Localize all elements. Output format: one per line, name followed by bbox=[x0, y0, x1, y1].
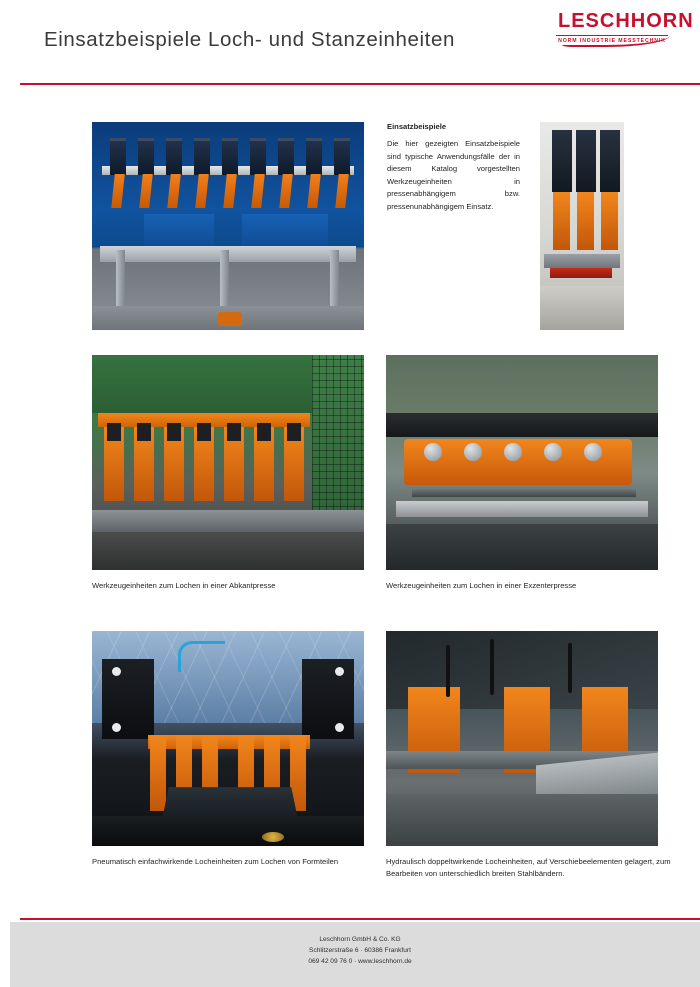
figure-floor bbox=[386, 524, 658, 570]
figure-hydraulic-hose bbox=[568, 643, 572, 693]
figure-unit-cap bbox=[137, 423, 151, 441]
figure-steel-strip bbox=[412, 489, 636, 497]
figure-tool-unit bbox=[576, 130, 596, 192]
figure-base-plate bbox=[92, 816, 364, 846]
figure-machine-block bbox=[102, 659, 154, 739]
figure-punch-unit bbox=[553, 192, 570, 250]
figure-bolt bbox=[112, 723, 121, 732]
figure-punch-unit bbox=[150, 735, 166, 811]
figure-sheet-metal bbox=[396, 501, 648, 517]
logo-wordmark: LESCHHORN bbox=[558, 10, 694, 32]
figure-unit-cap bbox=[287, 423, 301, 441]
figure-red-component bbox=[550, 268, 612, 278]
figure-hydraulic-units bbox=[386, 631, 658, 846]
figure-tool-unit bbox=[250, 138, 266, 175]
intro-text-block bbox=[387, 122, 520, 214]
figure-roller bbox=[584, 443, 602, 461]
figure-hydraulic-hose bbox=[490, 639, 494, 695]
figure-table-leg bbox=[220, 250, 229, 312]
intro-heading: Einsatzbeispiele bbox=[387, 122, 447, 131]
footer-company: Leschhorn GmbH & Co. KG bbox=[319, 936, 401, 943]
figure-press-brake bbox=[92, 355, 364, 570]
figure-floor bbox=[92, 532, 364, 570]
page-header bbox=[10, 0, 700, 84]
footer-address bbox=[10, 934, 700, 967]
figure-base-plate bbox=[544, 254, 620, 268]
figure-table-leg bbox=[330, 250, 339, 312]
figure-tool-unit bbox=[334, 138, 350, 175]
header-divider bbox=[20, 83, 700, 85]
figure-tool-unit bbox=[194, 138, 210, 175]
figure-caption: Hydraulisch doppeltwirkende Locheinheiten, auf Verschiebeelementen gelagert, zum Bearbeiten von unterschiedlich breiten Stahlbändern. bbox=[386, 857, 671, 878]
footer-divider bbox=[20, 918, 700, 920]
figure-roller bbox=[544, 443, 562, 461]
figure-foot-pedal bbox=[218, 312, 242, 326]
figure-machine-block bbox=[302, 659, 354, 739]
figure-air-hose bbox=[178, 641, 225, 672]
footer-contact: 069 42 09 76 0 · www.leschhorn.de bbox=[308, 958, 412, 965]
figure-unit-cap bbox=[197, 423, 211, 441]
figure-roller bbox=[464, 443, 482, 461]
figure-table-leg bbox=[116, 250, 125, 312]
figure-brass-fitting bbox=[262, 832, 284, 842]
footer-street: Schlitzerstraße 6 · 60386 Frankfurt bbox=[309, 947, 411, 954]
figure-tool-unit bbox=[110, 138, 126, 175]
figure-tool-unit bbox=[166, 138, 182, 175]
figure-punch-unit bbox=[601, 192, 618, 250]
figure-roller bbox=[424, 443, 442, 461]
intro-body: Die hier gezeigten Einsatzbeispiele sind typische Anwendungsfälle der in diesem Katalog vorgestellten Werkzeugeinheiten in pressenabhängigem bzw. pressenunabhängigem Einsatz. bbox=[387, 139, 520, 211]
figure-punch-unit bbox=[577, 192, 594, 250]
figure-bolt bbox=[335, 723, 344, 732]
logo-tagline: NORM INDUSTRIE MESSTECHNIK bbox=[556, 35, 668, 44]
figure-caption: Werkzeugeinheiten zum Lochen in einer Abkantpresse bbox=[92, 581, 276, 590]
company-logo bbox=[556, 10, 694, 70]
page-title: Einsatzbeispiele Loch- und Stanzeinheiten bbox=[44, 28, 455, 51]
figure-tool-unit bbox=[222, 138, 238, 175]
figure-tool-unit bbox=[138, 138, 154, 175]
figure-caption: Werkzeugeinheiten zum Lochen in einer Exzenterpresse bbox=[386, 581, 577, 590]
figure-bolt bbox=[335, 667, 344, 676]
figure-machine-bed bbox=[92, 510, 364, 532]
figure-floor bbox=[540, 286, 624, 330]
figure-floor bbox=[386, 794, 658, 846]
figure-unit-cap bbox=[107, 423, 121, 441]
figure-eccentric-press bbox=[386, 355, 658, 570]
figure-press-line bbox=[92, 122, 364, 330]
figure-unit-cap bbox=[227, 423, 241, 441]
figure-tool-unit bbox=[600, 130, 620, 192]
figure-pneumatic-units bbox=[92, 631, 364, 846]
figure-roller bbox=[504, 443, 522, 461]
figure-caption: Pneumatisch einfachwirkende Locheinheiten zum Lochen von Formteilen bbox=[92, 857, 339, 866]
figure-hydraulic-hose bbox=[446, 645, 450, 697]
figure-bolt bbox=[112, 667, 121, 676]
figure-tool-units-detail bbox=[540, 122, 624, 330]
figure-machine-beam bbox=[386, 413, 658, 437]
figure-tool-unit bbox=[306, 138, 322, 175]
figure-unit-cap bbox=[257, 423, 271, 441]
figure-unit-cap bbox=[167, 423, 181, 441]
figure-rail bbox=[148, 735, 310, 749]
figure-tool-unit bbox=[552, 130, 572, 192]
figure-tool-unit bbox=[278, 138, 294, 175]
